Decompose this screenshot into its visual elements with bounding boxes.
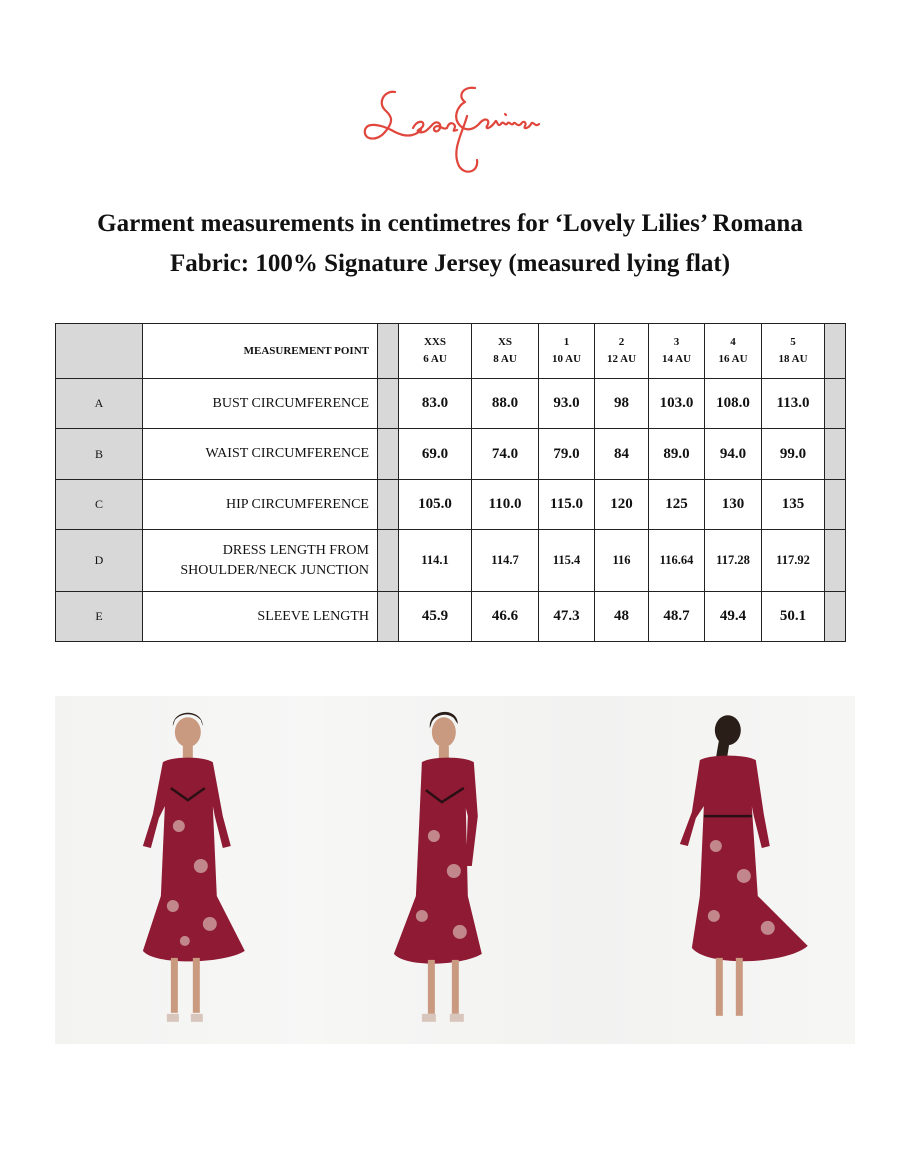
measurement-value: 114.7	[472, 530, 539, 592]
row-spacer	[378, 379, 399, 429]
row-end-spacer	[825, 592, 846, 642]
measurement-value: 49.4	[705, 592, 762, 642]
row-end-spacer	[825, 480, 846, 530]
measurement-value: 83.0	[399, 379, 472, 429]
measurement-value: 120	[595, 480, 649, 530]
measurement-value: 45.9	[399, 592, 472, 642]
measurement-value: 50.1	[762, 592, 825, 642]
header-end-spacer	[825, 324, 846, 379]
measurement-value: 48.7	[649, 592, 705, 642]
measurement-value: 135	[762, 480, 825, 530]
measurement-value: 110.0	[472, 480, 539, 530]
measurement-value: 89.0	[649, 429, 705, 480]
model-front-illustration	[55, 696, 322, 1044]
row-measurement-label: SLEEVE LENGTH	[143, 592, 378, 642]
row-code: C	[56, 480, 143, 530]
model-photo-back	[588, 696, 855, 1044]
header-measurement-point: MEASUREMENT POINT	[143, 324, 378, 379]
table-row	[56, 530, 846, 592]
size-header: 3 14 AU	[649, 324, 705, 379]
row-spacer	[378, 480, 399, 530]
header-spacer	[378, 324, 399, 379]
product-photos	[55, 696, 855, 1044]
measurement-value: 74.0	[472, 429, 539, 480]
size-header: 4 16 AU	[705, 324, 762, 379]
row-code: B	[56, 429, 143, 480]
table-row	[56, 480, 846, 530]
row-end-spacer	[825, 429, 846, 480]
header-corner-cell	[56, 324, 143, 379]
measurement-value: 79.0	[539, 429, 595, 480]
measurement-value: 125	[649, 480, 705, 530]
model-photo-side	[322, 696, 589, 1044]
measurement-value: 117.92	[762, 530, 825, 592]
row-spacer	[378, 530, 399, 592]
row-spacer	[378, 429, 399, 480]
measurement-value: 108.0	[705, 379, 762, 429]
measurement-value: 103.0	[649, 379, 705, 429]
table-row	[56, 379, 846, 429]
measurement-value: 88.0	[472, 379, 539, 429]
measurement-value: 47.3	[539, 592, 595, 642]
measurement-value: 69.0	[399, 429, 472, 480]
measurement-value: 113.0	[762, 379, 825, 429]
measurement-value: 130	[705, 480, 762, 530]
measurement-value: 48	[595, 592, 649, 642]
size-header: 5 18 AU	[762, 324, 825, 379]
measurement-value: 84	[595, 429, 649, 480]
measurement-value: 116.64	[649, 530, 705, 592]
measurement-value: 105.0	[399, 480, 472, 530]
row-measurement-label: HIP CIRCUMFERENCE	[143, 480, 378, 530]
size-header: 2 12 AU	[595, 324, 649, 379]
measurement-value: 94.0	[705, 429, 762, 480]
row-spacer	[378, 592, 399, 642]
table-header-row	[56, 324, 846, 379]
measurement-value: 115.4	[539, 530, 595, 592]
measurement-value: 117.28	[705, 530, 762, 592]
row-end-spacer	[825, 530, 846, 592]
measurement-value: 114.1	[399, 530, 472, 592]
row-measurement-label: BUST CIRCUMFERENCE	[143, 379, 378, 429]
row-code: D	[56, 530, 143, 592]
brand-logo	[355, 80, 545, 180]
size-header: XXS 6 AU	[399, 324, 472, 379]
size-header: XS 8 AU	[472, 324, 539, 379]
measurement-value: 99.0	[762, 429, 825, 480]
row-code: E	[56, 592, 143, 642]
table-row	[56, 592, 846, 642]
model-back-illustration	[588, 696, 855, 1044]
table-row	[56, 429, 846, 480]
row-end-spacer	[825, 379, 846, 429]
measurement-value: 115.0	[539, 480, 595, 530]
row-code: A	[56, 379, 143, 429]
model-photo-front	[55, 696, 322, 1044]
page-title: Garment measurements in centimetres for ‘Lovely Lilies’ Romana	[97, 210, 803, 237]
measurement-value: 46.6	[472, 592, 539, 642]
measurement-value: 116	[595, 530, 649, 592]
row-measurement-label: DRESS LENGTH FROM SHOULDER/NECK JUNCTION	[143, 530, 378, 592]
measurement-value: 98	[595, 379, 649, 429]
model-side-illustration	[322, 696, 589, 1044]
size-header: 1 10 AU	[539, 324, 595, 379]
measurement-value: 93.0	[539, 379, 595, 429]
fabric-subtitle: Fabric: 100% Signature Jersey (measured lying flat)	[169, 250, 731, 277]
measurement-table	[55, 323, 846, 642]
row-measurement-label: WAIST CIRCUMFERENCE	[143, 429, 378, 480]
